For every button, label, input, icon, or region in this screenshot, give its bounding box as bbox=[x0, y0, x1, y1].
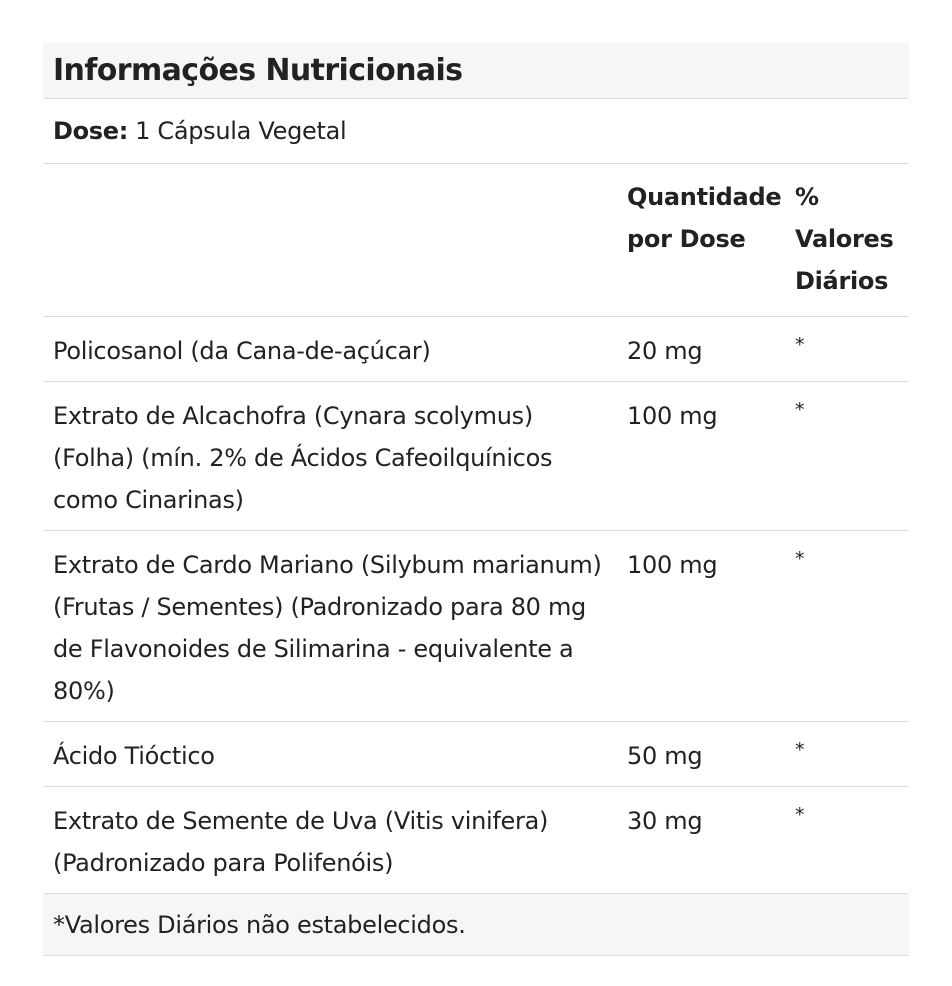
nutrient-daily-value bbox=[785, 382, 909, 531]
nutrient-daily-value bbox=[785, 722, 909, 787]
dose-row bbox=[43, 99, 909, 164]
nutrient-daily-value bbox=[785, 531, 909, 722]
table-row bbox=[43, 722, 909, 787]
nutrient-name: Policosanol (da Cana-de-açúcar) bbox=[43, 317, 617, 382]
daily-value-marker: * bbox=[795, 334, 805, 356]
table-row bbox=[43, 317, 909, 382]
header-name bbox=[43, 164, 617, 317]
nutrient-daily-value bbox=[785, 787, 909, 894]
table-header-row bbox=[43, 164, 909, 317]
daily-value-marker: * bbox=[795, 804, 805, 826]
nutrient-name: Extrato de Alcachofra (Cynara scolymus) (Folha) (mín. 2% de Ácidos Cafeoilquínicos como Cinarinas) bbox=[43, 382, 617, 531]
footnote-text: *Valores Diários não estabelecidos. bbox=[53, 910, 466, 939]
nutrition-title-row bbox=[43, 43, 909, 99]
footnote-row bbox=[43, 894, 909, 956]
header-daily-value: % Valores Diários bbox=[785, 164, 909, 317]
dose-value: 1 Cápsula Vegetal bbox=[135, 117, 347, 145]
table-row bbox=[43, 382, 909, 531]
daily-value-marker: * bbox=[795, 399, 805, 421]
nutrients-table bbox=[43, 164, 909, 894]
nutrition-facts-panel bbox=[43, 43, 909, 956]
header-quantity: Quantidade por Dose bbox=[617, 164, 785, 317]
nutrient-quantity: 50 mg bbox=[617, 722, 785, 787]
table-row bbox=[43, 531, 909, 722]
nutrient-quantity: 20 mg bbox=[617, 317, 785, 382]
table-row bbox=[43, 787, 909, 894]
daily-value-marker: * bbox=[795, 548, 805, 570]
nutrient-daily-value bbox=[785, 317, 909, 382]
nutrient-name: Ácido Tióctico bbox=[43, 722, 617, 787]
nutrient-name: Extrato de Cardo Mariano (Silybum marianum) (Frutas / Sementes) (Padronizado para 80 mg de Flavonoides de Silimarina - equivalente a 80%) bbox=[43, 531, 617, 722]
daily-value-marker: * bbox=[795, 739, 805, 761]
dose-label: Dose: bbox=[53, 117, 129, 145]
nutrient-name: Extrato de Semente de Uva (Vitis vinifera) (Padronizado para Polifenóis) bbox=[43, 787, 617, 894]
nutrient-quantity: 100 mg bbox=[617, 531, 785, 722]
nutrient-quantity: 100 mg bbox=[617, 382, 785, 531]
nutrient-quantity: 30 mg bbox=[617, 787, 785, 894]
page-title: Informações Nutricionais bbox=[53, 53, 463, 88]
